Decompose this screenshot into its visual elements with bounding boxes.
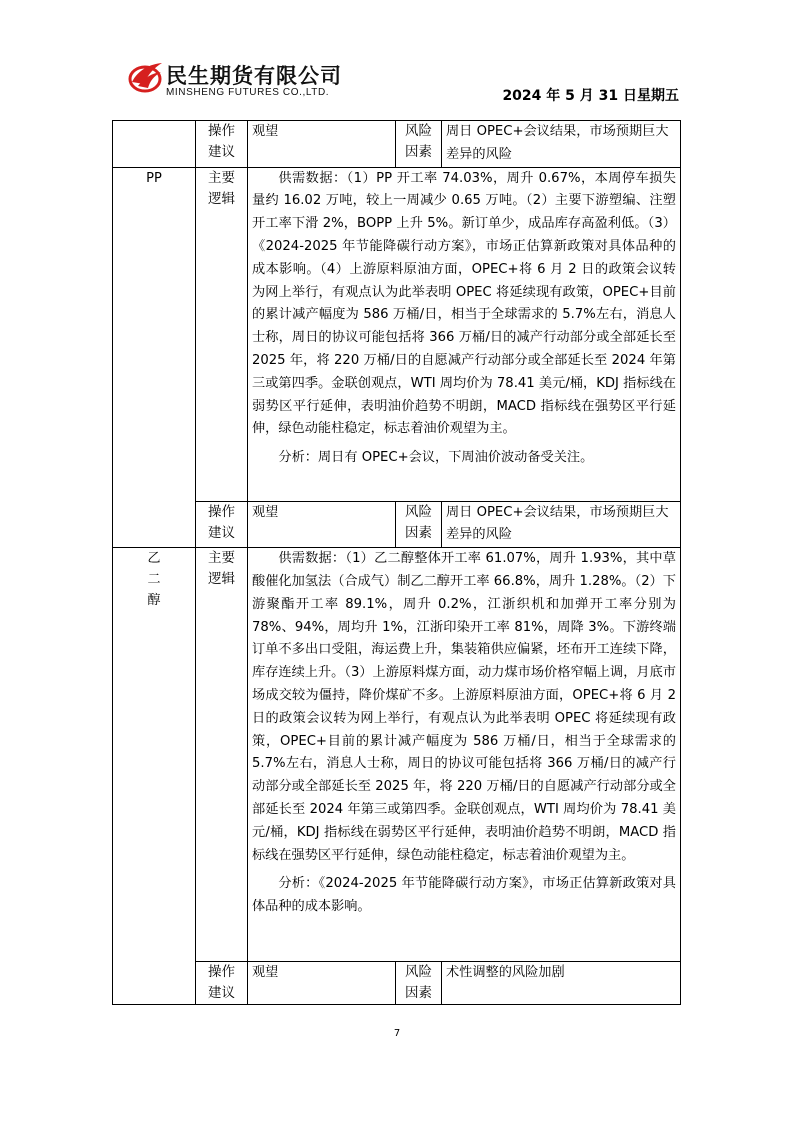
operation-label: 操作建议: [196, 962, 248, 1005]
suggestion-value: 观望: [248, 962, 396, 1005]
logic-text: [248, 548, 681, 962]
suggestion-value: 观望: [248, 121, 396, 168]
company-logo: [128, 60, 368, 102]
table-row: [113, 167, 681, 501]
product-cell-pp: PP: [113, 167, 196, 548]
table-row: [113, 501, 681, 548]
table-row: [113, 548, 681, 962]
main-logic-label: 主要逻辑: [196, 548, 248, 962]
risk-label: 风险因素: [396, 121, 442, 168]
page-number: 7: [393, 1028, 401, 1039]
logic-paragraph: 供需数据：（1）乙二醇整体开工率 61.07%，周升 1.93%，其中草酸催化加氢法（合成气）制乙二醇开工率 66.8%，周升 1.28%。（2）下游聚酯开工率 89.1%，周升 0.2%，江浙织机和加弹开工率分别为 78%、94%，周均升 1%，江浙印染开工率 81%，周降 3%。下游终端订单不多出口受阻，海运费上升，集装箱供应偏紧，坯布开工连续下降，库存连续上升。（3）上游原料煤方面，动力煤市场价格窄幅上调，月底市场成交较为僵持，降价煤矿不多。上游原料原油方面，OPEC+将 6 月 2 日的政策会议转为网上举行，有观点认为此举表明 OPEC 将延续现有政策，OPEC+目前的累计减产幅度为 586 万桶/日，相当于全球需求的 5.7%左右，消息人士称，周日的协议可能包括将 366 万桶/日的减产行动部分或全部延长至 2025 年，将 220 万桶/日的自愿减产行动部分或全部延长至 2024 年第三或第四季。金联创观点，WTI 周均价为 78.41 美元/桶，KDJ 指标线在弱势区平行延伸，表明油价趋势不明朗，MACD 指标线在强势区平行延伸，绿色动能柱稳定，标志着油价观望为主。: [252, 551, 676, 863]
logic-text: [248, 167, 681, 501]
table-row: [113, 962, 681, 1005]
risk-label: 风险因素: [396, 501, 442, 548]
risk-value: 术性调整的风险加剧: [442, 962, 681, 1005]
risk-value: 周日 OPEC+会议结果，市场预期巨大差异的风险: [442, 121, 681, 168]
product-cell-meg: 乙二醇: [113, 548, 196, 1005]
main-logic-label: 主要逻辑: [196, 167, 248, 501]
logic-paragraph: 供需数据：（1）PP 开工率 74.03%，周升 0.67%，本周停车损失量约 16.02 万吨，较上一周减少 0.65 万吨。（2）主要下游塑编、注塑开工率下滑 2%，BOPP 上升 5%。新订单少，成品库存高盈利低。（3）《2024-2025 年节能降碳行动方案》，市场正估算新政策对具体品种的成本影响。（4）上游原料原油方面，OPEC+将 6 月 2 日的政策会议转为网上举行，有观点认为此举表明 OPEC 将延续现有政策，OPEC+目前的累计减产幅度为 586 万桶/日，相当于全球需求的 5.7%左右，消息人士称，周日的协议可能包括将 366 万桶/日的减产行动部分或全部延长至 2025 年，将 220 万桶/日的自愿减产行动部分或全部延长至 2024 年第三或第四季。金联创观点，WTI 周均价为 78.41 美元/桶，KDJ 指标线在弱势区平行延伸，表明油价趋势不明朗，MACD 指标线在强势区平行延伸，绿色动能柱稳定，标志着油价观望为主。: [252, 170, 676, 437]
risk-label: 风险因素: [396, 962, 442, 1005]
minsheng-logo-icon: [128, 60, 164, 94]
analysis-paragraph: 分析：周日有 OPEC+会议，下周油价波动备受关注。: [278, 450, 594, 466]
product-cell: [113, 121, 196, 168]
analysis-paragraph: 分析：《2024-2025 年节能降碳行动方案》，市场正估算新政策对具体品种的成本影响。: [252, 876, 676, 915]
report-date: 2024 年 5 月 31 日星期五: [502, 88, 679, 104]
operation-label: 操作建议: [196, 121, 248, 168]
suggestion-value: 观望: [248, 501, 396, 548]
operation-label: 操作建议: [196, 501, 248, 548]
strategy-table: [112, 120, 681, 1005]
risk-value: 周日 OPEC+会议结果，市场预期巨大差异的风险: [442, 501, 681, 548]
table-row: [113, 121, 681, 168]
company-name-en: MINSHENG FUTURES CO.,LTD.: [166, 87, 330, 98]
company-name-cn: 民生期货有限公司: [166, 64, 342, 88]
